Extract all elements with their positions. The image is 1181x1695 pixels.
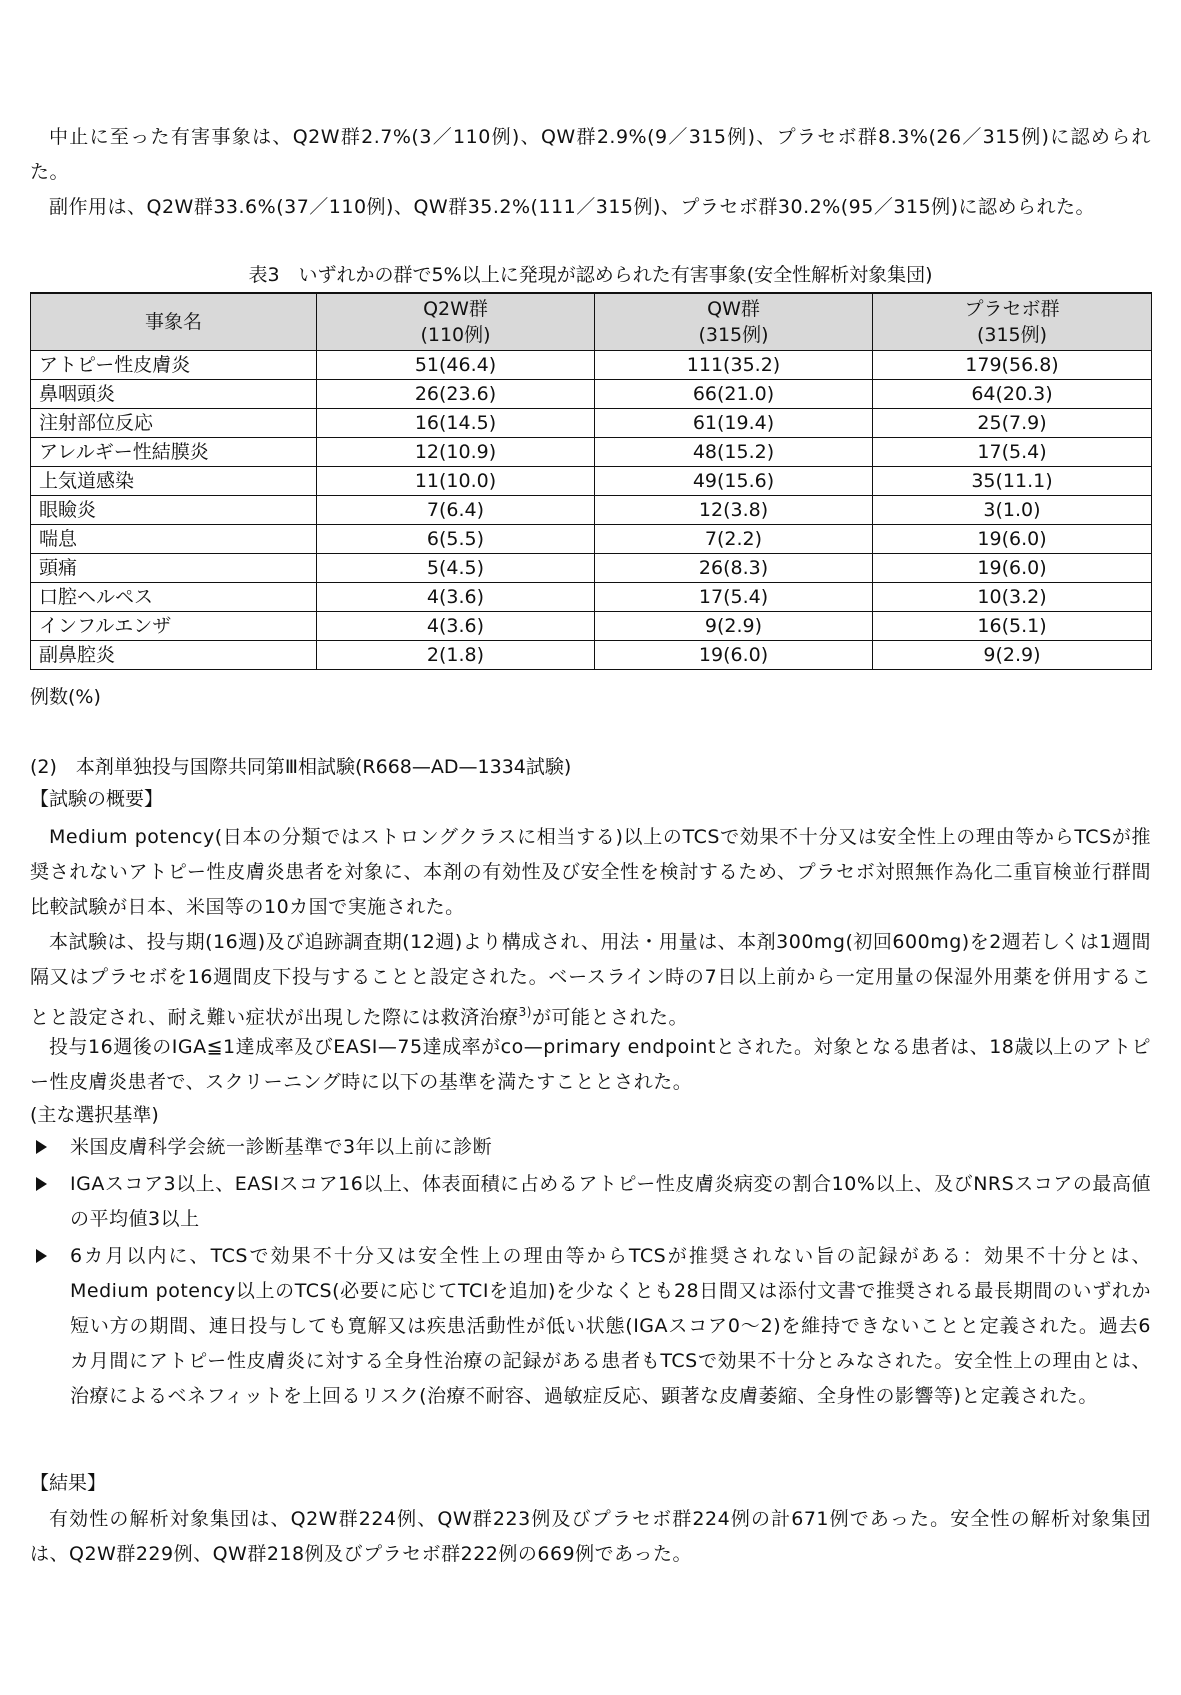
table-row (31, 641, 1152, 670)
event-name-cell: 喘息 (31, 525, 317, 554)
table-row (31, 554, 1152, 583)
dosing-text-end: が可能とされた。 (531, 1006, 688, 1029)
value-cell: 111(35.2) (595, 351, 873, 380)
table-row (31, 612, 1152, 641)
header-placebo (873, 293, 1152, 351)
event-name-cell: 眼瞼炎 (31, 496, 317, 525)
list-item (30, 1167, 1151, 1237)
table-row (31, 467, 1152, 496)
value-cell: 26(8.3) (595, 554, 873, 583)
overview-heading: 【試験の概要】 (30, 788, 164, 810)
value-cell: 12(10.9) (317, 438, 595, 467)
value-cell: 4(3.6) (317, 612, 595, 641)
value-cell: 10(3.2) (873, 583, 1152, 612)
value-cell: 16(14.5) (317, 409, 595, 438)
table-row (31, 438, 1152, 467)
event-name-cell: インフルエンザ (31, 612, 317, 641)
value-cell: 16(5.1) (873, 612, 1152, 641)
section-title: (2) 本剤単独投与国際共同第Ⅲ相試験(R668—AD—1334試験) (30, 756, 572, 778)
event-name-cell: 口腔ヘルペス (31, 583, 317, 612)
header-n: (110例) (420, 324, 491, 346)
event-name-cell: 上気道感染 (31, 467, 317, 496)
event-name-cell: 頭痛 (31, 554, 317, 583)
value-cell: 64(20.3) (873, 380, 1152, 409)
event-name-cell: アトピー性皮膚炎 (31, 351, 317, 380)
value-cell: 19(6.0) (873, 554, 1152, 583)
dosing-text: 本試験は、投与期(16週)及び追跡調査期(12週)より構成され、用法・用量は、本剤300mg(初回600mg)を2週若しくは1週間隔又はプラセボを16週間皮下投与することと設定された。ベースライン時の7日以上前から一定用量の保湿外用薬を併用することと設定され、耐え難い症状が出現した際には救済治療 (30, 931, 1151, 1029)
result-heading: 【結果】 (30, 1472, 107, 1494)
paragraph-endpoints: 投与16週後のIGA≦1達成率及びEASI—75達成率がco—primary endpointとされた。対象となる患者は、18歳以上のアトピー性皮膚炎患者で、スクリーニング時に以下の基準を満たすこととされた。 (30, 1036, 1151, 1093)
table-row (31, 351, 1152, 380)
value-cell: 4(3.6) (317, 583, 595, 612)
value-cell: 17(5.4) (595, 583, 873, 612)
table-row (31, 409, 1152, 438)
event-name-cell: アレルギー性結膜炎 (31, 438, 317, 467)
criteria-list (30, 1130, 1151, 1416)
adverse-events-table (30, 292, 1152, 670)
value-cell: 2(1.8) (317, 641, 595, 670)
criteria-heading: (主な選択基準) (30, 1104, 159, 1126)
paragraph-analysis-sets: 有効性の解析対象集団は、Q2W群224例、QW群223例及びプラセボ群224例の計671例であった。安全性の解析対象集団は、Q2W群229例、QW群218例及びプラセボ群222例の669例であった。 (30, 1508, 1151, 1565)
value-cell: 26(23.6) (317, 380, 595, 409)
value-cell: 66(21.0) (595, 380, 873, 409)
paragraph-adverse-reactions: 副作用は、Q2W群33.6%(37／110例)、QW群35.2%(111／315例)、プラセボ群30.2%(95／315例)に認められた。 (49, 196, 1096, 218)
value-cell: 51(46.4) (317, 351, 595, 380)
value-cell: 48(15.2) (595, 438, 873, 467)
value-cell: 9(2.9) (873, 641, 1152, 670)
header-qw (595, 293, 873, 351)
footnote-ref: 3) (518, 1005, 532, 1019)
bullet-arrow-icon (36, 1177, 47, 1191)
bullet-arrow-icon (36, 1140, 47, 1154)
criterion-text: IGAスコア3以上、EASIスコア16以上、体表面積に占めるアトピー性皮膚炎病変の割合10%以上、及びNRSスコアの最高値の平均値3以上 (70, 1173, 1151, 1230)
value-cell: 49(15.6) (595, 467, 873, 496)
paragraph-discontinuation: 中止に至った有害事象は、Q2W群2.7%(3／110例)、QW群2.9%(9／315例)、プラセボ群8.3%(26／315例)に認められた。 (30, 126, 1151, 183)
header-event-name: 事象名 (31, 293, 317, 351)
value-cell: 61(19.4) (595, 409, 873, 438)
bullet-arrow-icon (36, 1249, 47, 1263)
value-cell: 11(10.0) (317, 467, 595, 496)
paragraph-dosing (30, 925, 1151, 1035)
table-row (31, 583, 1152, 612)
criterion-text: 米国皮膚科学会統一診断基準で3年以上前に診断 (70, 1136, 493, 1158)
header-q2w (317, 293, 595, 351)
value-cell: 17(5.4) (873, 438, 1152, 467)
value-cell: 7(6.4) (317, 496, 595, 525)
paragraph-study-design: Medium potency(日本の分類ではストロングクラスに相当する)以上のTCSで効果不十分又は安全性上の理由等からTCSが推奨されないアトピー性皮膚炎患者を対象に、本剤の有効性及び安全性を検討するため、プラセボ対照無作為化二重盲検並行群間比較試験が日本、米国等の10カ国で実施された。 (30, 826, 1151, 918)
list-item (30, 1239, 1151, 1414)
table-row (31, 380, 1152, 409)
header-n: (315例) (698, 324, 769, 346)
value-cell: 35(11.1) (873, 467, 1152, 496)
value-cell: 3(1.0) (873, 496, 1152, 525)
table-caption: 表3 いずれかの群で5%以上に発現が認められた有害事象(安全性解析対象集団) (248, 264, 933, 286)
header-group: QW群 (707, 298, 760, 320)
header-n: (315例) (976, 324, 1048, 346)
header-group: プラセボ群 (964, 298, 1060, 320)
event-name-cell: 注射部位反応 (31, 409, 317, 438)
value-cell: 179(56.8) (873, 351, 1152, 380)
event-name-cell: 鼻咽頭炎 (31, 380, 317, 409)
table-row (31, 525, 1152, 554)
value-cell: 5(4.5) (317, 554, 595, 583)
event-name-cell: 副鼻腔炎 (31, 641, 317, 670)
list-item (30, 1130, 1151, 1165)
value-cell: 6(5.5) (317, 525, 595, 554)
value-cell: 19(6.0) (595, 641, 873, 670)
header-group: Q2W群 (423, 298, 488, 320)
table-header-row (31, 293, 1152, 351)
value-cell: 7(2.2) (595, 525, 873, 554)
value-cell: 12(3.8) (595, 496, 873, 525)
value-cell: 19(6.0) (873, 525, 1152, 554)
table-row (31, 496, 1152, 525)
value-cell: 25(7.9) (873, 409, 1152, 438)
table-note: 例数(%) (30, 686, 101, 708)
criterion-text: 6カ月以内に、TCSで効果不十分又は安全性上の理由等からTCSが推奨されない旨の記録がある：効果不十分とは、Medium potency以上のTCS(必要に応じてTCIを追加)を少なくとも28日間又は添付文書で推奨される最長期間のいずれか短い方の期間、連日投与しても寛解又は疾患活動性が低い状態(IGAスコア0〜2)を維持できないことと定義された。過去6カ月間にアトピー性皮膚炎に対する全身性治療の記録がある患者もTCSで効果不十分とみなされた。安全性上の理由とは、治療によるベネフィットを上回るリスク(治療不耐容、過敏症反応、顕著な皮膚萎縮、全身性の影響等)と定義された。 (70, 1245, 1151, 1407)
value-cell: 9(2.9) (595, 612, 873, 641)
